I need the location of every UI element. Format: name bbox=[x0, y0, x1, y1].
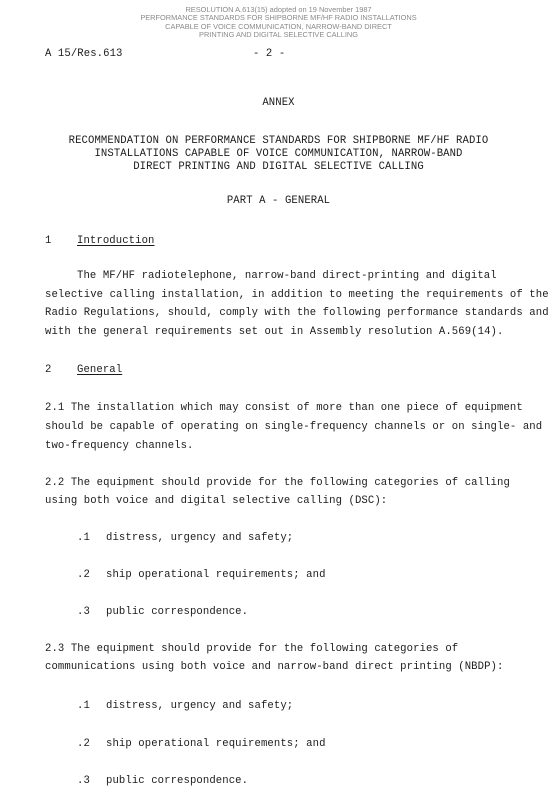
list-item-text: public correspondence. bbox=[106, 775, 249, 787]
page-reference: A 15/Res.613 bbox=[45, 48, 123, 60]
paragraph-line: communications using both voice and narrow-band direct printing (NBDP): bbox=[45, 661, 504, 673]
page-number: - 2 - bbox=[253, 48, 286, 60]
list-item-number: .1 bbox=[77, 532, 90, 544]
recommendation-title-line: DIRECT PRINTING AND DIGITAL SELECTIVE CALLING bbox=[133, 161, 424, 173]
paragraph-line: Radio Regulations, should, comply with the following performance standards and bbox=[45, 307, 549, 319]
header-line: RESOLUTION A.613(15) adopted on 19 November 1987 bbox=[185, 5, 372, 14]
list-item-text: distress, urgency and safety; bbox=[106, 700, 294, 712]
header-line: PRINTING AND DIGITAL SELECTIVE CALLING bbox=[199, 30, 358, 40]
header-line: CAPABLE OF VOICE COMMUNICATION, NARROW-BAND DIRECT bbox=[165, 21, 392, 31]
section-heading-general: General bbox=[77, 364, 123, 376]
annex-title: ANNEX bbox=[262, 97, 295, 109]
part-title: PART A - GENERAL bbox=[226, 195, 331, 207]
list-item-number: .3 bbox=[77, 606, 90, 618]
list-item-number: .3 bbox=[77, 775, 90, 787]
recommendation-title-line: RECOMMENDATION ON PERFORMANCE STANDARDS FOR SHIPBORNE MF/HF RADIO bbox=[68, 135, 489, 147]
paragraph-line: 2.3 The equipment should provide for the following categories of bbox=[45, 643, 459, 655]
paragraph-line: The MF/HF radiotelephone, narrow-band direct-printing and digital bbox=[77, 270, 497, 282]
section-number: 1 bbox=[45, 235, 52, 247]
list-item-text: distress, urgency and safety; bbox=[106, 532, 294, 544]
section-number: 2 bbox=[45, 364, 52, 376]
paragraph-line: 2.2 The equipment should provide for the following categories of calling bbox=[45, 477, 510, 489]
list-item-number: .2 bbox=[77, 569, 90, 581]
paragraph-line: selective calling installation, in addition to meeting the requirements of the bbox=[45, 289, 549, 301]
list-item-text: ship operational requirements; and bbox=[106, 738, 326, 750]
recommendation-title-line: INSTALLATIONS CAPABLE OF VOICE COMMUNICATION, NARROW-BAND bbox=[94, 148, 463, 160]
list-item-number: .1 bbox=[77, 700, 90, 712]
paragraph-line: 2.1 The installation which may consist of more than one piece of equipment bbox=[45, 402, 523, 414]
paragraph-line: using both voice and digital selective calling (DSC): bbox=[45, 495, 388, 507]
list-item-number: .2 bbox=[77, 738, 90, 750]
list-item-text: public correspondence. bbox=[106, 606, 249, 618]
paragraph-line: should be capable of operating on single-frequency channels or on single- and bbox=[45, 421, 543, 433]
list-item-text: ship operational requirements; and bbox=[106, 569, 326, 581]
header-line: PERFORMANCE STANDARDS FOR SHIPBORNE MF/HF RADIO INSTALLATIONS bbox=[140, 13, 417, 23]
section-heading-introduction: Introduction bbox=[77, 235, 155, 247]
paragraph-line: with the general requirements set out in Assembly resolution A.569(14). bbox=[45, 326, 504, 338]
document-header bbox=[0, 6, 557, 40]
paragraph-line: two-frequency channels. bbox=[45, 440, 194, 452]
